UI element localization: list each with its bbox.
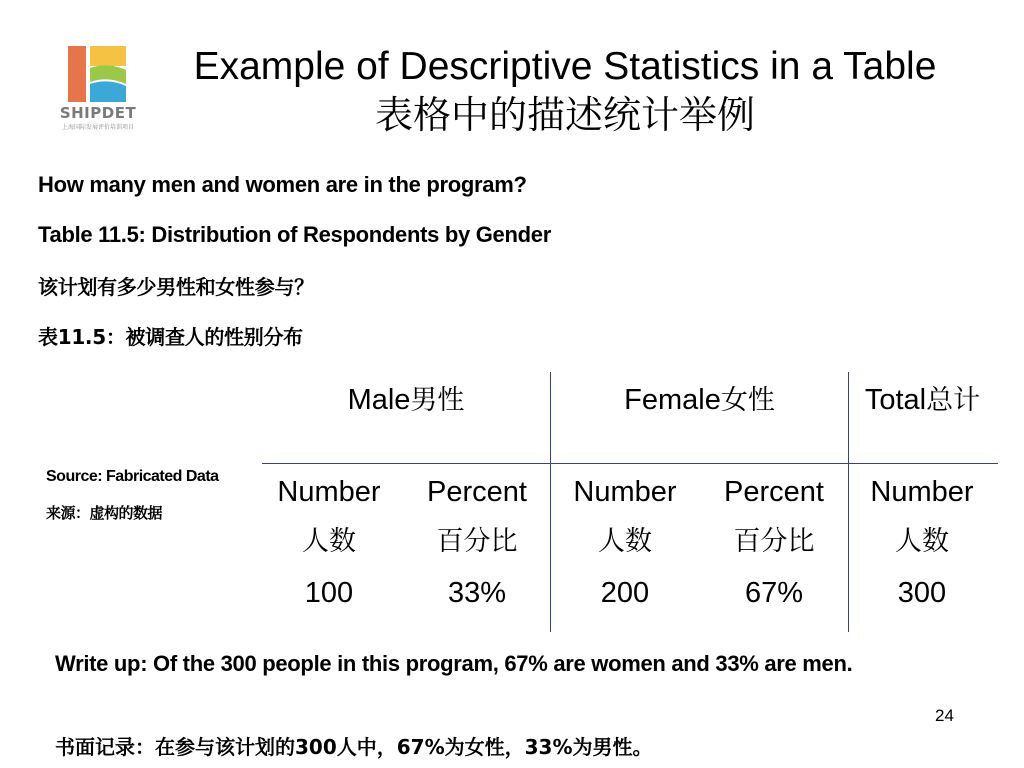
table-divider-female-total: [848, 372, 849, 632]
subheader-en: Number: [277, 476, 381, 508]
value-male-percent: 33%: [447, 577, 507, 609]
header-male: [262, 381, 550, 420]
page-number: 24: [935, 706, 954, 725]
header-female: [551, 381, 848, 420]
subheader-female-number: [558, 473, 692, 561]
subheader-zh: 百分比: [436, 526, 518, 557]
value-female-number: 200: [600, 577, 650, 609]
value-total-number: 300: [897, 577, 947, 609]
subheader-zh: 百分比: [733, 526, 815, 557]
table-header-rule: [262, 463, 998, 464]
page-title: Example of Descriptive Statistics in a Table: [193, 45, 937, 88]
logo-text: SHIPDET: [59, 104, 137, 122]
logo-mark-icon: [52, 44, 144, 104]
subheader-female-percent: [703, 473, 845, 561]
value-female-percent: 67%: [744, 577, 804, 609]
subheader-male-percent: [406, 473, 548, 561]
subheader-en: Percent: [427, 476, 527, 508]
subheader-zh: 人数: [895, 526, 949, 557]
subheader-male-number: [262, 473, 396, 561]
writeup-text-zh: 书面记录：在参与该计划的300人中，67%为女性，33%为男性。: [55, 735, 653, 759]
question-text-zh: 该计划有多少男性和女性参与？: [38, 275, 314, 299]
header-total-en: Total: [864, 384, 927, 416]
header-female-en: Female: [624, 384, 721, 416]
subheader-en: Number: [573, 476, 677, 508]
question-text: How many men and women are in the program?: [38, 172, 527, 197]
header-male-en: Male: [347, 384, 411, 416]
shipdet-logo: [52, 44, 144, 134]
subheader-zh: 人数: [302, 526, 356, 557]
table-caption-zh: 表11.5：被调查人的性别分布: [38, 325, 303, 349]
source-label-zh: 来源：虚构的数据: [46, 504, 163, 522]
logo-subtext: 上海国际发展评价培训项目: [61, 124, 134, 131]
header-male-zh: 男性: [410, 385, 465, 416]
header-female-zh: 女性: [720, 385, 775, 416]
subheader-en: Number: [870, 476, 974, 508]
page-title-zh: 表格中的描述统计举例: [374, 93, 755, 137]
subheader-en: Percent: [724, 476, 824, 508]
table-caption: Table 11.5: Distribution of Respondents by Gender: [38, 222, 551, 247]
value-male-number: 100: [304, 577, 354, 609]
header-total-zh: 总计: [926, 385, 981, 416]
source-label: Source: Fabricated Data: [46, 468, 219, 485]
subheader-zh: 人数: [598, 526, 652, 557]
writeup-text: Write up: Of the 300 people in this program, 67% are women and 33% are men.: [55, 651, 853, 676]
subheader-total-number: [855, 473, 989, 561]
header-total: [855, 381, 990, 420]
